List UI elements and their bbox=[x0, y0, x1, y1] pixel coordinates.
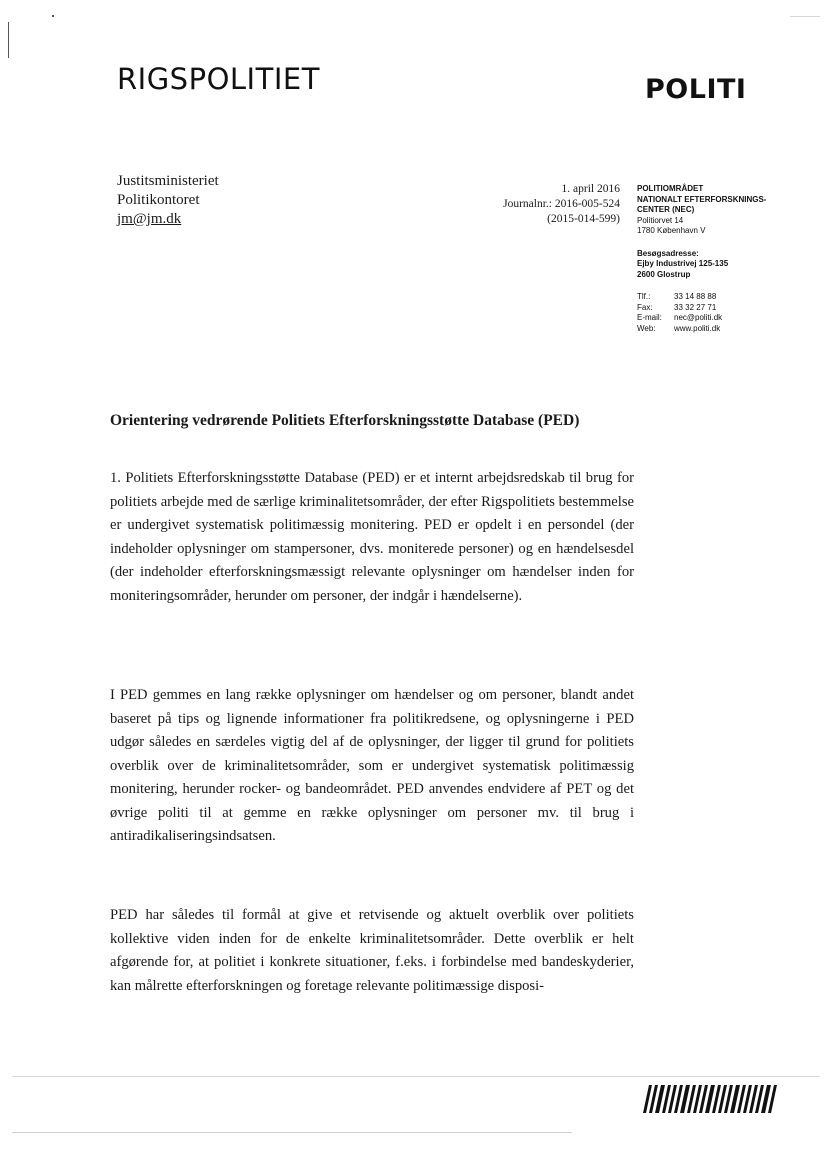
sender-department: POLITIOMRÅDET bbox=[637, 184, 704, 193]
contact-row-fax bbox=[637, 303, 766, 314]
visit-address: 2600 Glostrup bbox=[637, 269, 691, 279]
visit-address: Ejby Industrivej 125-135 bbox=[637, 259, 729, 268]
contact-value: www.politi.dk bbox=[674, 323, 721, 333]
sender-address: 1780 København V bbox=[637, 226, 706, 235]
scan-mark bbox=[8, 22, 9, 58]
body-paragraph: I PED gemmes en lang række oplysninger om hændelser og om personer, blandt andet baseret på tips og lignende informationer fra politikredsene, og oplysningerne i PED udgør således en særdeles vigtig del af de oplysninger, der ligger til grund for politiets overblik over de kriminalitetsområder, som er undergivet systematisk politimæssig monitering, herunder rocker- og bandeområdet. PED anvendes endvidere af PET og det øvrige politi til at gemme en række oplysninger om personer mv. til brug i antiradikaliseringsindsatsen. bbox=[110, 687, 634, 844]
letterhead-politi-logo: POLITI bbox=[645, 74, 747, 105]
letter-subject: Orientering vedrørende Politiets Efterforskningsstøtte Database (PED) bbox=[110, 412, 580, 429]
letter-meta bbox=[503, 182, 620, 227]
contact-value: 33 32 27 71 bbox=[674, 302, 717, 312]
contact-row-phone bbox=[637, 292, 766, 303]
scan-bottom-line bbox=[12, 1132, 572, 1133]
recipient-line: Justitsministeriet bbox=[117, 173, 219, 189]
footer-divider bbox=[12, 1076, 820, 1077]
recipient-line: Politikontoret bbox=[117, 192, 200, 208]
letter-date: 1. april 2016 bbox=[561, 183, 620, 195]
recipient-email-link[interactable]: jm@jm.dk bbox=[117, 211, 182, 227]
sender-block bbox=[637, 184, 766, 334]
contact-label: Web: bbox=[637, 323, 656, 333]
contact-value: 33 14 88 88 bbox=[674, 292, 717, 301]
body-paragraph: 1. Politiets Efterforskningsstøtte Database (PED) er et internt arbejdsredskab til brug for politiets arbejde med de særlige kriminalitetsområder, der efter Rigspolitiets bestemmelse er undergivet systematisk politimæssig monitering. PED er opdelt i en persondel (der indeholder oplysninger om stampersoner, dvs. moniterede personer) og en hændelsesdel (der indeholder efterforskningsmæssigt relevante oplysninger om hændelser inden for moniteringsområder, herunder om personer, der indgår i hændelserne). bbox=[110, 470, 634, 604]
recipient-block bbox=[117, 172, 219, 229]
contact-label: E-mail: bbox=[637, 313, 662, 322]
contact-label: Fax: bbox=[637, 302, 653, 312]
sender-department: NATIONALT EFTERFORSKNINGS- bbox=[637, 194, 767, 204]
contact-label: Tlf.: bbox=[637, 292, 651, 301]
contact-row-web bbox=[637, 324, 766, 335]
contact-value: nec@politi.dk bbox=[674, 313, 723, 322]
sender-address: Politiorvet 14 bbox=[637, 215, 684, 225]
scan-edge-line bbox=[790, 16, 820, 17]
letterhead-rigspolitiet: RIGSPOLITIET bbox=[117, 62, 320, 96]
body-paragraph: PED har således til formål at give et retvisende og aktuelt overblik over politiets kollektive viden inden for de enkelte kriminalitetsområder. Dette overblik er helt afgørende for, at politiet i konkrete situationer, f.eks. i forbindelse med bandeskyderier, kan målrette efterforskningen og foretage relevante politimæssige disposi- bbox=[110, 907, 634, 994]
sender-department: CENTER (NEC) bbox=[637, 205, 695, 214]
journal-number: Journalnr.: 2016-005-524 bbox=[503, 198, 620, 210]
scan-mark bbox=[52, 15, 54, 17]
visit-address-label: Besøgsadresse: bbox=[637, 248, 699, 258]
journal-number-previous: (2015-014-599) bbox=[547, 213, 620, 225]
contact-row-email bbox=[637, 313, 766, 324]
document-barcode bbox=[643, 1085, 777, 1113]
